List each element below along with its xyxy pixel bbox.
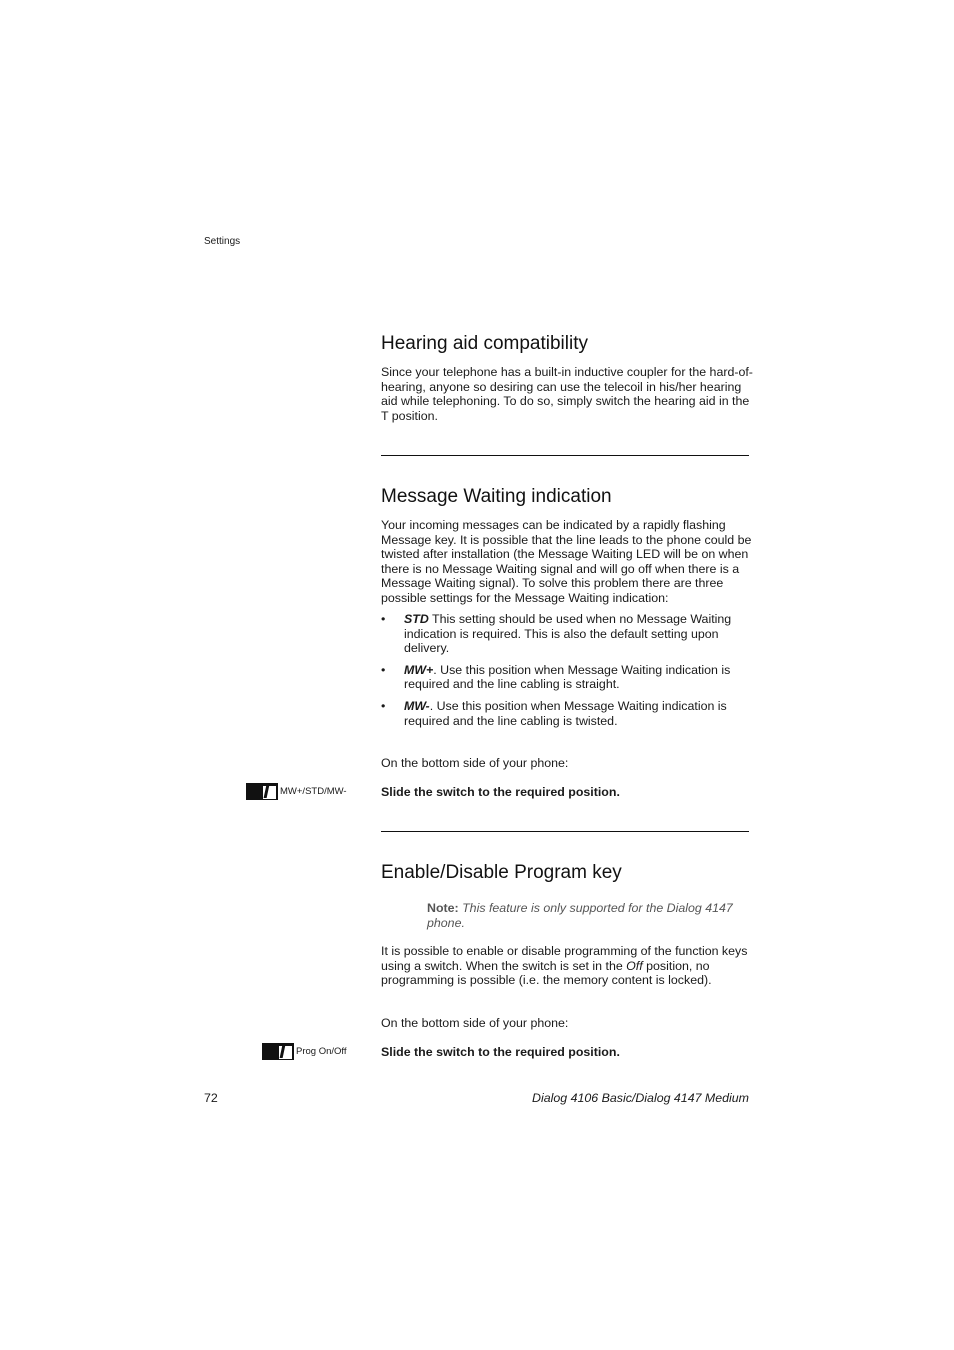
message-waiting-heading: Message Waiting indication [381,486,612,507]
setting-term: MW+ [404,662,434,677]
slide-switch-icon [246,783,278,800]
mw-instruction: Slide the switch to the required position. [381,785,620,799]
list-item [381,663,751,692]
setting-term: STD [404,612,429,626]
note-label: Note: [427,901,459,915]
bullet-mark: • [381,662,386,677]
section-divider [381,831,749,832]
off-term: Off [626,958,643,973]
bottom-side-text: On the bottom side of your phone: [381,756,569,770]
prog-switch-figure [262,1043,347,1061]
hearing-aid-heading: Hearing aid compatibility [381,333,588,354]
note-text: This feature is only supported for the Dialog 4147 phone. [427,901,733,930]
list-item [381,699,751,728]
mw-switch-label: MW+/STD/MW- [280,786,347,798]
hearing-aid-paragraph: Since your telephone has a built-in inductive coupler for the hard-of-hearing, anyone so desiring can use the telecoil in his/her hearing aid while telephoning. To do so, simply switch the hearing aid in the T position. [381,365,753,423]
message-waiting-paragraph: Your incoming messages can be indicated by a rapidly flashing Message key. It is possible that the line leads to the phone could be twisted after installation (the Message Waiting LED will be on when there is no Message Waiting signal and will go off when there is a Message Waiting signal). To solve this problem there are three possible settings for the Message Waiting indication: [381,518,752,605]
setting-description: . Use this position when Message Waiting indication is required and the line cabling is straight. [404,662,731,692]
list-item [381,612,751,656]
running-header: Settings [204,236,241,247]
page-number: 72 [204,1091,218,1105]
bottom-side-text: On the bottom side of your phone: [381,1016,569,1030]
program-key-heading: Enable/Disable Program key [381,862,622,883]
bullet-mark: • [381,612,386,626]
mw-switch-figure [246,783,347,801]
dialog-4147-note [427,901,749,930]
section-divider [381,455,749,456]
prog-switch-label: Prog On/Off [296,1046,347,1058]
document-title: Dialog 4106 Basic/Dialog 4147 Medium [532,1091,749,1105]
message-waiting-settings-list [381,612,751,735]
body-text: position, no programming is possible (i.e. the memory content is locked). [381,958,712,988]
setting-term: MW- [404,698,430,713]
program-key-paragraph [381,944,753,988]
prog-instruction: Slide the switch to the required position. [381,1045,620,1059]
body-text: It is possible to enable or disable programming of the function keys using a switch. When the switch is set in the [381,944,748,973]
slide-switch-icon [262,1043,294,1060]
bullet-mark: • [381,698,386,713]
setting-description: This setting should be used when no Message Waiting indication is required. This is also the default setting upon delivery. [404,612,732,656]
setting-description: . Use this position when Message Waiting indication is required and the line cabling is twisted. [404,698,727,728]
